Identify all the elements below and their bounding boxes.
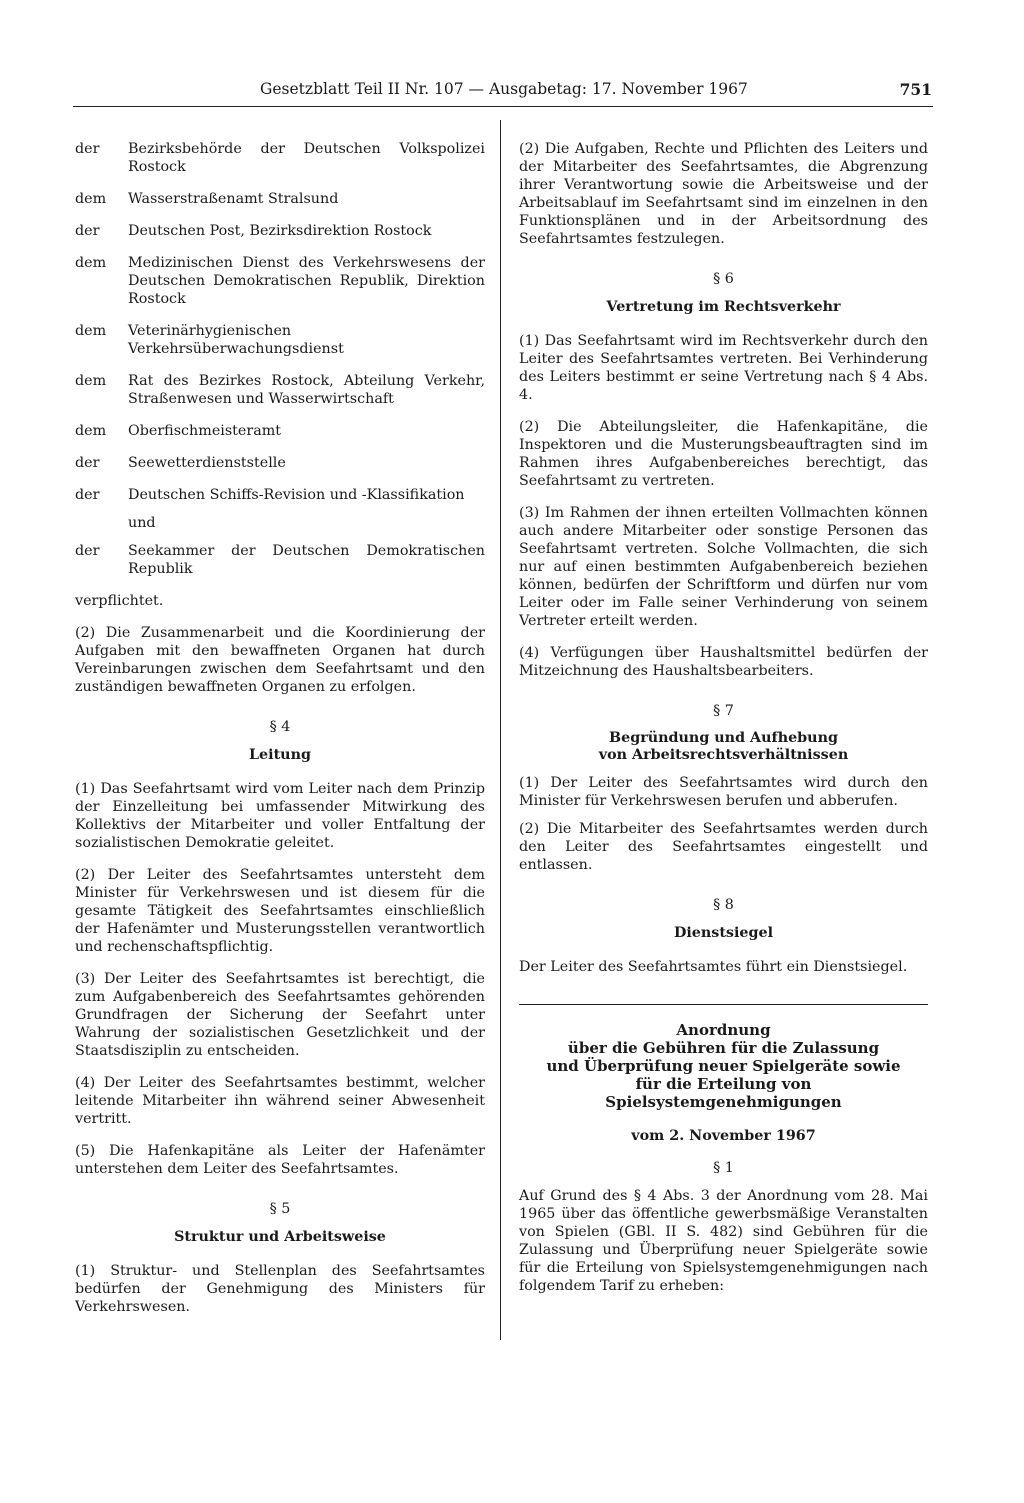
section-number: § 6 bbox=[713, 271, 734, 287]
list-item bbox=[75, 542, 485, 578]
list-item bbox=[75, 454, 485, 472]
entry-text: Rat des Bezirkes Rostock, Abteilung Verkehr, Straßenwesen und Wasserwirtschaft bbox=[128, 373, 485, 407]
section-heading-line: Begründung und Aufhebung bbox=[609, 730, 838, 746]
paragraph: (1) Das Seefahrtsamt wird vom Leiter nach dem Prinzip der Einzelleitung bei umfassender Mitwirkung des Kollektivs der Mitarbeiter und voller Entfaltung der sozialistischen Demokratie geleitet. bbox=[75, 781, 485, 851]
entry-article: dem bbox=[75, 255, 107, 271]
list-item bbox=[75, 190, 485, 208]
paragraph: Der Leiter des Seefahrtsamtes führt ein Dienstsiegel. bbox=[519, 959, 908, 975]
header-rule bbox=[73, 106, 933, 107]
section-number: § 1 bbox=[713, 1160, 734, 1176]
entry-article: der bbox=[75, 543, 100, 559]
header-title: Gesetzblatt Teil II Nr. 107 — Ausgabetag: 17. November 1967 bbox=[260, 80, 748, 98]
entry-text: Deutschen Schiffs-Revision und -Klassifikation bbox=[128, 487, 465, 503]
entry-text: Oberfischmeisteramt bbox=[128, 423, 282, 439]
paragraph: (1) Struktur- und Stellenplan des Seefahrtsamtes bedürfen der Genehmigung des Ministers für Verkehrswesen. bbox=[75, 1263, 485, 1315]
entry-article: der bbox=[75, 141, 100, 157]
paragraph: (2) Die Zusammenarbeit und die Koordinierung der Aufgaben mit den bewaffneten Organen hat durch Vereinbarungen zwischen dem Seefahrtsamt und den zuständigen bewaffneten Organen zu erfolgen. bbox=[75, 625, 485, 695]
column-divider bbox=[500, 120, 501, 1340]
ordinance-date: vom 2. November 1967 bbox=[631, 1128, 816, 1144]
section-number: § 5 bbox=[269, 1201, 291, 1217]
entry-article: dem bbox=[75, 323, 107, 339]
section-heading: Dienstsiegel bbox=[673, 925, 774, 941]
paragraph: (1) Das Seefahrtsamt wird im Rechtsverkehr durch den Leiter des Seefahrtsamtes vertreten. Bei Verhinderung des Leiters bestimmt er seine Vertretung nach § 4 Abs. 4. bbox=[519, 333, 928, 403]
list-item bbox=[75, 254, 485, 308]
page-number: 751 bbox=[899, 80, 932, 99]
conjunction-und: und bbox=[128, 515, 156, 531]
paragraph: (2) Die Mitarbeiter des Seefahrtsamtes werden durch den Leiter des Seefahrtsamtes eingestellt und entlassen. bbox=[519, 821, 928, 873]
entry-text: Bezirksbehörde der Deutschen Volkspolizei Rostock bbox=[128, 141, 485, 175]
ordinance-title-line: Anordnung bbox=[676, 1021, 771, 1039]
paragraph: Auf Grund des § 4 Abs. 3 der Anordnung vom 28. Mai 1965 über das öffentliche gewerbsmäßige Veranstalten von Spielen (GBl. II S. 482) sind Gebühren für die Zulassung und Überprüfung neuer Spielgeräte sowie für die Erteilung von Spielsystemgenehmigungen nach folgendem Tarif zu erheben: bbox=[519, 1188, 928, 1294]
ordinance-title-line: über die Gebühren für die Zulassung bbox=[567, 1039, 880, 1057]
paragraph: (4) Der Leiter des Seefahrtsamtes bestimmt, welcher leitende Mitarbeiter ihn während seiner Abwesenheit vertritt. bbox=[75, 1075, 485, 1127]
paragraph: (5) Die Hafenkapitäne als Leiter der Hafenämter unterstehen dem Leiter des Seefahrtsamtes. bbox=[75, 1143, 485, 1177]
ordinance-title-line: für die Erteilung von Spielsystemgenehmigungen bbox=[605, 1075, 842, 1111]
paragraph: (2) Die Abteilungsleiter, die Hafenkapitäne, die Inspektoren und die Musterungsbeauftragten sind im Rahmen ihres Aufgabenbereiches berechtigt, das Seefahrtsamt zu vertreten. bbox=[519, 419, 928, 489]
list-item bbox=[75, 222, 485, 240]
section-heading: Struktur und Arbeitsweise bbox=[174, 1229, 386, 1245]
entry-text: Veterinärhygienischen Verkehrsüberwachungsdienst bbox=[128, 323, 344, 357]
entry-text: Deutschen Post, Bezirksdirektion Rostock bbox=[128, 223, 432, 239]
ordinance-title bbox=[519, 1021, 928, 1111]
entry-text: Wasserstraßenamt Stralsund bbox=[128, 191, 339, 207]
section-heading: Leitung bbox=[249, 747, 311, 763]
section-heading-line: von Arbeitsrechtsverhältnissen bbox=[598, 747, 849, 763]
right-column bbox=[519, 140, 928, 1309]
section-heading bbox=[519, 730, 928, 764]
list-item bbox=[75, 140, 485, 176]
ordinance-title-line: und Überprüfung neuer Spielgeräte sowie bbox=[546, 1057, 901, 1075]
list-item bbox=[75, 422, 485, 440]
entry-text: Seekammer der Deutschen Demokratischen Republik bbox=[128, 543, 485, 577]
list-item bbox=[75, 486, 485, 504]
list-item bbox=[75, 322, 485, 358]
paragraph: (4) Verfügungen über Haushaltsmittel bedürfen der Mitzeichnung des Haushaltsbearbeiters. bbox=[519, 645, 928, 679]
verpflichtet-text: verpflichtet. bbox=[75, 593, 164, 609]
separator-rule bbox=[519, 1004, 928, 1005]
paragraph: (1) Der Leiter des Seefahrtsamtes wird durch den Minister für Verkehrswesen berufen und abberufen. bbox=[519, 775, 928, 809]
left-column bbox=[75, 140, 485, 1330]
entry-article: dem bbox=[75, 191, 107, 207]
entry-article: dem bbox=[75, 423, 107, 439]
section-heading: Vertretung im Rechtsverkehr bbox=[606, 299, 841, 315]
page-header bbox=[260, 80, 932, 102]
entry-article: der bbox=[75, 223, 100, 239]
section-number: § 4 bbox=[269, 719, 291, 735]
paragraph: (2) Die Aufgaben, Rechte und Pflichten des Leiters und der Mitarbeiter des Seefahrtsamtes, die Abgrenzung ihrer Verantwortung sowie die Arbeitsweise und der Arbeitsablauf im Seefahrtsamt sind im einzelnen in den Funktionsplänen und in der Arbeitsordnung des Seefahrtsamtes festzulegen. bbox=[519, 141, 928, 247]
paragraph: (3) Der Leiter des Seefahrtsamtes ist berechtigt, die zum Aufgabenbereich des Seefahrtsamtes gehörenden Grundfragen der Sicherung der Seefahrt unter Wahrung der sozialistischen Gesetzlichkeit und der Staatsdisziplin zu entscheiden. bbox=[75, 971, 485, 1059]
section-number: § 8 bbox=[713, 897, 734, 913]
entry-text: Medizinischen Dienst des Verkehrswesens der Deutschen Demokratischen Republik, Direktion Rostock bbox=[128, 255, 485, 307]
section-number: § 7 bbox=[713, 703, 734, 719]
paragraph: (2) Der Leiter des Seefahrtsamtes untersteht dem Minister für Verkehrswesen und ist diesem für die gesamte Tätigkeit des Seefahrtsamtes einschließlich der Hafenämter und Musterungsstellen verantwortlich und rechenschaftspflichtig. bbox=[75, 867, 485, 955]
entry-text: Seewetterdienststelle bbox=[128, 455, 286, 471]
entry-article: dem bbox=[75, 373, 107, 389]
paragraph: (3) Im Rahmen der ihnen erteilten Vollmachten können auch andere Mitarbeiter oder sonstige Personen das Seefahrtsamt vertreten. Solche Vollmachten, die sich nur auf einen bestimmten Aufgabenbereich beziehen können, bedürfen der Schriftform und dürfen nur vom Leiter oder im Falle seiner Verhinderung von seinem Vertreter erteilt werden. bbox=[519, 505, 928, 629]
list-item bbox=[75, 372, 485, 408]
entry-article: der bbox=[75, 487, 100, 503]
entry-article: der bbox=[75, 455, 100, 471]
